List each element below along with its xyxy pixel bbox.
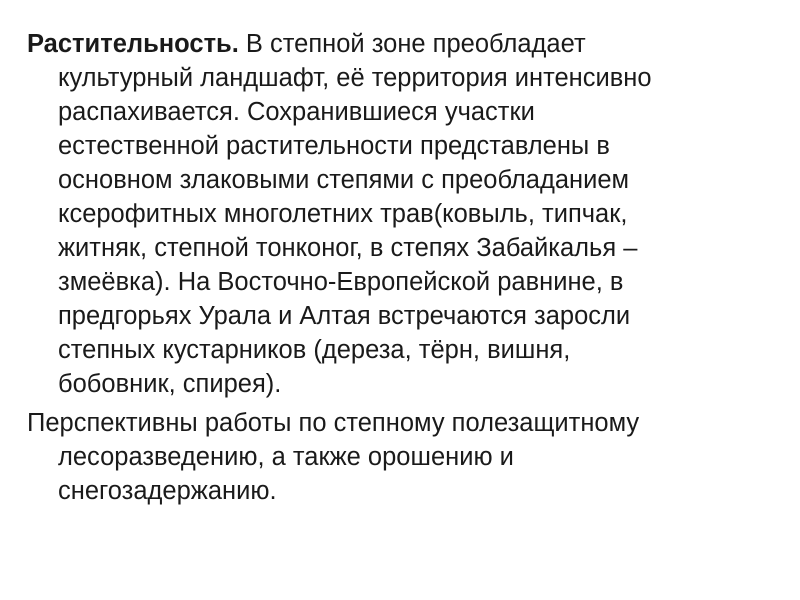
text-line: основном злаковыми степями с преобладанием bbox=[58, 166, 630, 194]
paragraph-lead-vegetation: Растительность. bbox=[27, 30, 239, 58]
text-line: змеёвка). На Восточно-Европейской равнине, в bbox=[58, 268, 624, 296]
text-line: ксерофитных многолетних трав(ковыль, типчак, bbox=[58, 200, 628, 228]
slide-text-body bbox=[27, 27, 767, 508]
text-line: предгорьях Урала и Алтая встречаются заросли bbox=[58, 302, 631, 330]
text-line: Перспективны работы по степному полезащитному bbox=[27, 409, 640, 437]
text-line: житняк, степной тонконог, в степях Забайкалья – bbox=[58, 234, 638, 262]
text-line: культурный ландшафт, её территория интенсивно bbox=[58, 64, 652, 92]
text-line: распахивается. Сохранившиеся участки bbox=[58, 98, 535, 126]
text-line: бобовник, спирея). bbox=[58, 370, 282, 398]
text-line: степных кустарников (дереза, тёрн, вишня, bbox=[58, 336, 571, 364]
paragraph-vegetation bbox=[27, 27, 767, 401]
text-line: снегозадержанию. bbox=[58, 477, 277, 505]
paragraph-prospects bbox=[27, 406, 767, 508]
text-line: лесоразведению, а также орошению и bbox=[58, 443, 514, 471]
text-line: естественной растительности представлены в bbox=[58, 132, 610, 160]
text-line: В степной зоне преобладает bbox=[238, 30, 586, 58]
